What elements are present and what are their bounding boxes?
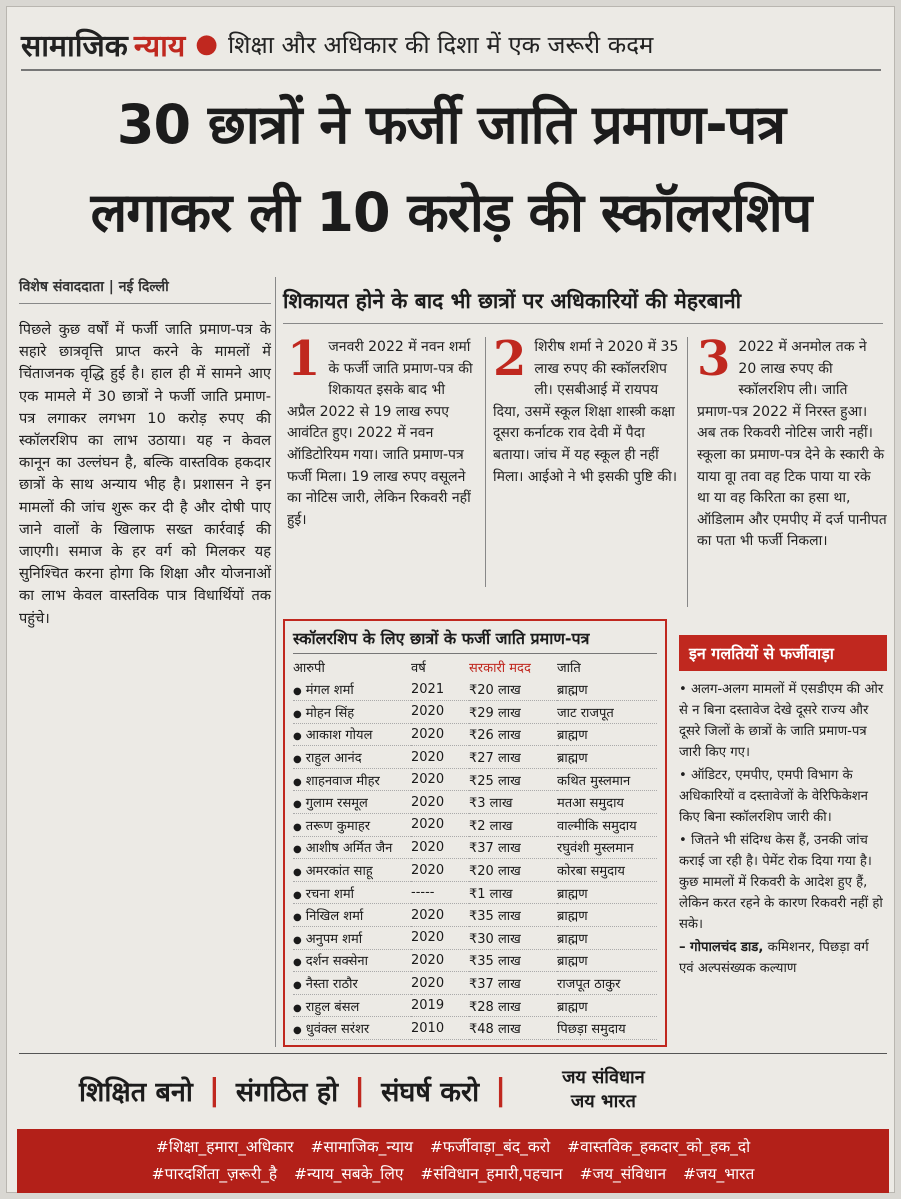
bullet-icon: ● <box>293 889 302 901</box>
year: 2010 <box>411 1017 469 1040</box>
mistake-point: • अलग-अलग मामलों में एसडीएम की ओर से न बिना दस्तावेज देखे दूसरे राज्य और दूसरे जिलों के छात्रों के जाति प्रमाण-पत्र जारी किए गए। <box>679 682 884 760</box>
accused-name-text: अमरकांत साहू <box>305 864 373 880</box>
aid-amount: ₹35 लाख <box>469 949 557 972</box>
bullet-icon: ● <box>293 708 302 720</box>
bullet-icon: ● <box>293 731 302 743</box>
accused-name-text: धुवंक्ल सरंशर <box>305 1022 370 1038</box>
kicker <box>21 19 881 71</box>
quote-role: कमिशनर, पिछड़ा वर्ग एवं अल्पसंख्यक कल्याण <box>679 940 869 976</box>
hashtag: #सामाजिक_न्याय <box>310 1138 413 1156</box>
bullet-icon: ● <box>293 867 302 879</box>
accused-name <box>293 723 411 746</box>
fake-certificate-table-box <box>283 619 667 1047</box>
slogan-bar <box>19 1059 887 1121</box>
official-quote <box>679 937 887 979</box>
table-row <box>293 927 657 950</box>
accused-name-text: गुलाम रसमूल <box>305 796 368 812</box>
case-number: 3 <box>697 331 731 387</box>
hashtag: #जय_संविधान <box>579 1165 667 1183</box>
column-divider <box>275 277 276 1047</box>
accused-name-text: राहुल आनंद <box>305 751 362 767</box>
hashtag: #फर्जीवाड़ा_बंद_करो <box>429 1138 551 1156</box>
table-row <box>293 791 657 814</box>
year: 2020 <box>411 701 469 724</box>
year: 2020 <box>411 949 469 972</box>
bullet-icon: ● <box>293 686 302 698</box>
table-header-row <box>293 656 657 678</box>
aid-amount: ₹1 लाख <box>469 881 557 904</box>
accused-name <box>293 949 411 972</box>
year: 2020 <box>411 836 469 859</box>
column-divider <box>687 337 688 607</box>
case-number: 2 <box>493 331 527 387</box>
table-row <box>293 678 657 701</box>
aid-amount: ₹3 लाख <box>469 791 557 814</box>
accused-name-text: अनुपम शर्मा <box>305 931 363 947</box>
case-text: जनवरी 2022 में नवन शर्मा के फर्जी जाति प्रमाण-पत्र की शिकायत इसके बाद भी अप्रैल 2022 से 19 लाख रुपए आवंटित हुए। 2022 में नवन ऑडिटोरियम गया। जाति प्रमाण-पत्र फर्जी मिला। 19 लाख रुपए वसूलने का नोटिस जारी, लेकिन रिकवरी नहीं हुई। <box>287 339 473 528</box>
column-divider <box>485 337 486 587</box>
accused-name-text: दर्शन सक्सेना <box>305 954 368 970</box>
year: 2020 <box>411 768 469 791</box>
year: 2019 <box>411 994 469 1017</box>
accused-name <box>293 881 411 904</box>
headline-line-1: 30 छात्रों ने फर्जी जाति प्रमाण-पत्र <box>116 93 786 156</box>
table-row <box>293 723 657 746</box>
divider <box>19 1053 887 1054</box>
header-aid: सरकारी मदद <box>469 661 531 676</box>
year: 2021 <box>411 678 469 701</box>
accused-name <box>293 678 411 701</box>
accused-name <box>293 746 411 769</box>
slogan-organize: संगठित हो <box>235 1076 339 1108</box>
accused-name <box>293 859 411 882</box>
case-column-3 <box>697 331 887 553</box>
accused-name <box>293 1017 411 1040</box>
accused-name <box>293 791 411 814</box>
hashtag-line-1 <box>17 1134 889 1161</box>
caste: ब्राह्मण <box>557 994 657 1017</box>
lead-article: पिछले कुछ वर्षों में फर्जी जाति प्रमाण-पत्र के सहारे छात्रवृत्ति प्राप्त करने के मामलों में चिंताजनक वृद्धि हुई है। हाल ही में सामने आए एक मामले में 30 छात्रों ने फर्जी जाति प्रमाण-पत्र लगाकर लगभग 10 करोड़ रुपए की स्कॉलरशिप का लाभ उठाया। यह न केवल कानून का उल्लंघन है, बल्कि वास्तविक हकदार छात्रों के साथ अन्याय भीह है। प्रशासन ने इन मामलों की जांच शुरू कर दी है और दोषी पाए जाने वालों के खिलाफ सख्त कार्रवाई की जाएगी। समाज के हर वर्ग को मिलकर यह सुनिश्चित करना होगा कि शिक्षा और योजनाओं का लाभ केवल वास्तविक पात्र विधार्थियों तक पहुंचे। <box>19 321 271 627</box>
hashtag-bar <box>17 1129 889 1193</box>
divider <box>19 303 271 304</box>
accused-name-text: मंगल शर्मा <box>305 683 354 699</box>
slogan-separator: | <box>208 1072 220 1108</box>
caste: मतआ समुदाय <box>557 791 657 814</box>
caste: जाट राजपूत <box>557 701 657 724</box>
accused-name-text: नैस्ता राठौर <box>305 977 358 993</box>
table-row <box>293 949 657 972</box>
table-row <box>293 768 657 791</box>
caste: ब्राह्मण <box>557 723 657 746</box>
accused-name <box>293 814 411 837</box>
table-title: स्कॉलरशिप के लिए छात्रों के फर्जी जाति प्रमाण-पत्र <box>293 627 657 654</box>
slogan-agitate: संघर्ष करो <box>381 1076 480 1108</box>
caste: ब्राह्मण <box>557 904 657 927</box>
jay-bharat: जय भारत <box>570 1091 636 1112</box>
kicker-red: न्याय <box>133 28 186 64</box>
header-year: वर्ष <box>411 661 426 676</box>
aid-amount: ₹30 लाख <box>469 927 557 950</box>
year: 2020 <box>411 723 469 746</box>
table-row <box>293 1017 657 1040</box>
newspaper-page <box>6 6 895 1193</box>
year: 2020 <box>411 746 469 769</box>
hashtag: #संविधान_हमारी,पहचान <box>420 1165 563 1183</box>
header-caste: जाति <box>557 661 581 676</box>
case-number: 1 <box>287 331 321 387</box>
case-column-2 <box>493 331 679 488</box>
accused-name <box>293 972 411 995</box>
year: 2020 <box>411 814 469 837</box>
accused-name <box>293 904 411 927</box>
year: 2020 <box>411 791 469 814</box>
year: 2020 <box>411 859 469 882</box>
bullet-icon: ● <box>293 1002 302 1014</box>
table-row <box>293 881 657 904</box>
bullet-icon: ● <box>293 957 302 969</box>
year: ----- <box>411 881 469 904</box>
table-row <box>293 904 657 927</box>
table-row <box>293 859 657 882</box>
bullet-icon: ● <box>293 776 302 788</box>
accused-name <box>293 768 411 791</box>
table-row <box>293 994 657 1017</box>
aid-amount: ₹2 लाख <box>469 814 557 837</box>
bullet-icon: ● <box>293 934 302 946</box>
accused-name-text: मोहन सिंह <box>305 705 355 721</box>
caste: रघुवंशी मुस्लमान <box>557 836 657 859</box>
aid-amount: ₹37 लाख <box>469 972 557 995</box>
accused-name-text: निखिल शर्मा <box>305 909 364 925</box>
year: 2020 <box>411 927 469 950</box>
headline <box>21 81 881 257</box>
bullet-icon: ● <box>293 821 302 833</box>
mistake-point: • जितने भी संदिग्ध केस हैं, उनकी जांच कराई जा रही है। पेमेंट रोक दिया गया है। कुछ मामलों में रिकवरी के आदेश हुए हैं, लेकिन करत रहने के कारण रिकवरी नहीं हो सके। <box>679 833 883 932</box>
headline-line-2: लगाकर ली 10 करोड़ की स्कॉलरशिप <box>90 181 812 244</box>
mistakes-box <box>679 679 887 981</box>
accused-name-text: शाहनवाज मीहर <box>305 773 380 789</box>
accused-name-text: आकाश गोयल <box>305 728 373 744</box>
aid-amount: ₹28 लाख <box>469 994 557 1017</box>
year: 2020 <box>411 904 469 927</box>
table-body <box>293 678 657 1040</box>
kicker-main: सामाजिक <box>21 28 128 64</box>
table-row <box>293 972 657 995</box>
bullet-icon: ● <box>293 844 302 856</box>
aid-amount: ₹35 लाख <box>469 904 557 927</box>
hashtag: #शिक्षा_हमारा_अधिकार <box>155 1138 294 1156</box>
caste: ब्राह्मण <box>557 949 657 972</box>
bullet-icon: ● <box>293 1025 302 1037</box>
aid-amount: ₹37 लाख <box>469 836 557 859</box>
hashtag: #जय_भारत <box>683 1165 755 1183</box>
fake-certificate-table <box>293 656 657 1040</box>
accused-name <box>293 701 411 724</box>
mistake-point: • ऑडिटर, एमपीए, एमपी विभाग के अधिकारियों व दस्तावेजों के वेरिफिकेशन किए बिना स्कॉलरशिप जारी की। <box>679 768 868 825</box>
kicker-subtitle: शिक्षा और अधिकार की दिशा में एक जरूरी कदम <box>227 30 654 59</box>
section-title: शिकायत होने के बाद भी छात्रों पर अधिकारियों की मेहरबानी <box>283 289 742 313</box>
caste: कोरबा समुदाय <box>557 859 657 882</box>
aid-amount: ₹48 लाख <box>469 1017 557 1040</box>
kicker-bullet: ● <box>195 29 218 59</box>
case-column-1 <box>287 331 477 531</box>
hashtag: #पारदर्शिता_ज़रूरी_है <box>151 1165 278 1183</box>
accused-name <box>293 927 411 950</box>
caste: राजपूत ठाकुर <box>557 972 657 995</box>
bullet-icon: ● <box>293 754 302 766</box>
hashtag: #न्याय_सबके_लिए <box>294 1165 404 1183</box>
year: 2020 <box>411 972 469 995</box>
divider <box>283 323 883 324</box>
aid-amount: ₹29 लाख <box>469 701 557 724</box>
accused-name-text: राहुल बंसल <box>305 999 360 1015</box>
bullet-icon: ● <box>293 980 302 992</box>
bullet-icon: ● <box>293 912 302 924</box>
accused-name-text: तरूण कुमाहर <box>305 818 371 834</box>
case-text: 2022 में अनमोल तक ने 20 लाख रुपए की स्कॉलरशिप ली। जाति प्रमाण-पत्र 2022 में निरस्त हुआ। अब तक रिकवरी नोटिस जारी नहीं। स्कूला का प्रमाण-पत्र देने के स्कारी के याया वूा तवा वह टिक पाया या रके था या वह किरिता का हसा था, ऑडिलाम और एमपीए में दर्ज पानीपत का पता भी फर्जी निकला। <box>697 339 887 550</box>
table-row <box>293 746 657 769</box>
accused-name <box>293 836 411 859</box>
mistakes-title: इन गलतियों से फर्जीवाड़ा <box>679 635 887 671</box>
hashtag-line-2 <box>17 1161 889 1188</box>
accused-name-text: आशीष अर्मित जैन <box>305 841 393 857</box>
aid-amount: ₹26 लाख <box>469 723 557 746</box>
caste: ब्राह्मण <box>557 678 657 701</box>
table-row <box>293 701 657 724</box>
caste: कथित मुस्लमान <box>557 768 657 791</box>
table-row <box>293 836 657 859</box>
byline: विशेष संवाददाता | नई दिल्ली <box>19 279 169 295</box>
caste: पिछड़ा समुदाय <box>557 1017 657 1040</box>
aid-amount: ₹20 लाख <box>469 859 557 882</box>
accused-name <box>293 994 411 1017</box>
slogan-separator: | <box>495 1072 507 1108</box>
aid-amount: ₹20 लाख <box>469 678 557 701</box>
quote-name: – गोपालचंद डाड, <box>679 940 764 955</box>
slogan-educate: शिक्षित बनो <box>79 1076 193 1108</box>
hashtag: #वास्तविक_हकदार_को_हक_दो <box>567 1138 751 1156</box>
case-text: शिरीष शर्मा ने 2020 में 35 लाख रुपए की स्कॉलरशिप ली। एसबीआई में रायपय दिया, उसमें स्कूल शिक्षा शास्त्री कक्षा दूसरा कर्नाटक राव देवी में पैदा बताया। जांच में यह स्कूल ही नहीं मिला। आईओ ने भी इसकी पुष्टि की। <box>493 339 679 485</box>
table-row <box>293 814 657 837</box>
bullet-icon: ● <box>293 799 302 811</box>
caste: ब्राह्मण <box>557 927 657 950</box>
aid-amount: ₹27 लाख <box>469 746 557 769</box>
header-accused: आरुपी <box>293 661 325 676</box>
jay-samvidhan: जय संविधान <box>562 1067 645 1088</box>
caste: ब्राह्मण <box>557 881 657 904</box>
caste: ब्राह्मण <box>557 746 657 769</box>
aid-amount: ₹25 लाख <box>469 768 557 791</box>
jay-block <box>562 1066 645 1114</box>
slogan-separator: | <box>354 1072 366 1108</box>
caste: वाल्मीकि समुदाय <box>557 814 657 837</box>
accused-name-text: रचना शर्मा <box>305 886 355 902</box>
